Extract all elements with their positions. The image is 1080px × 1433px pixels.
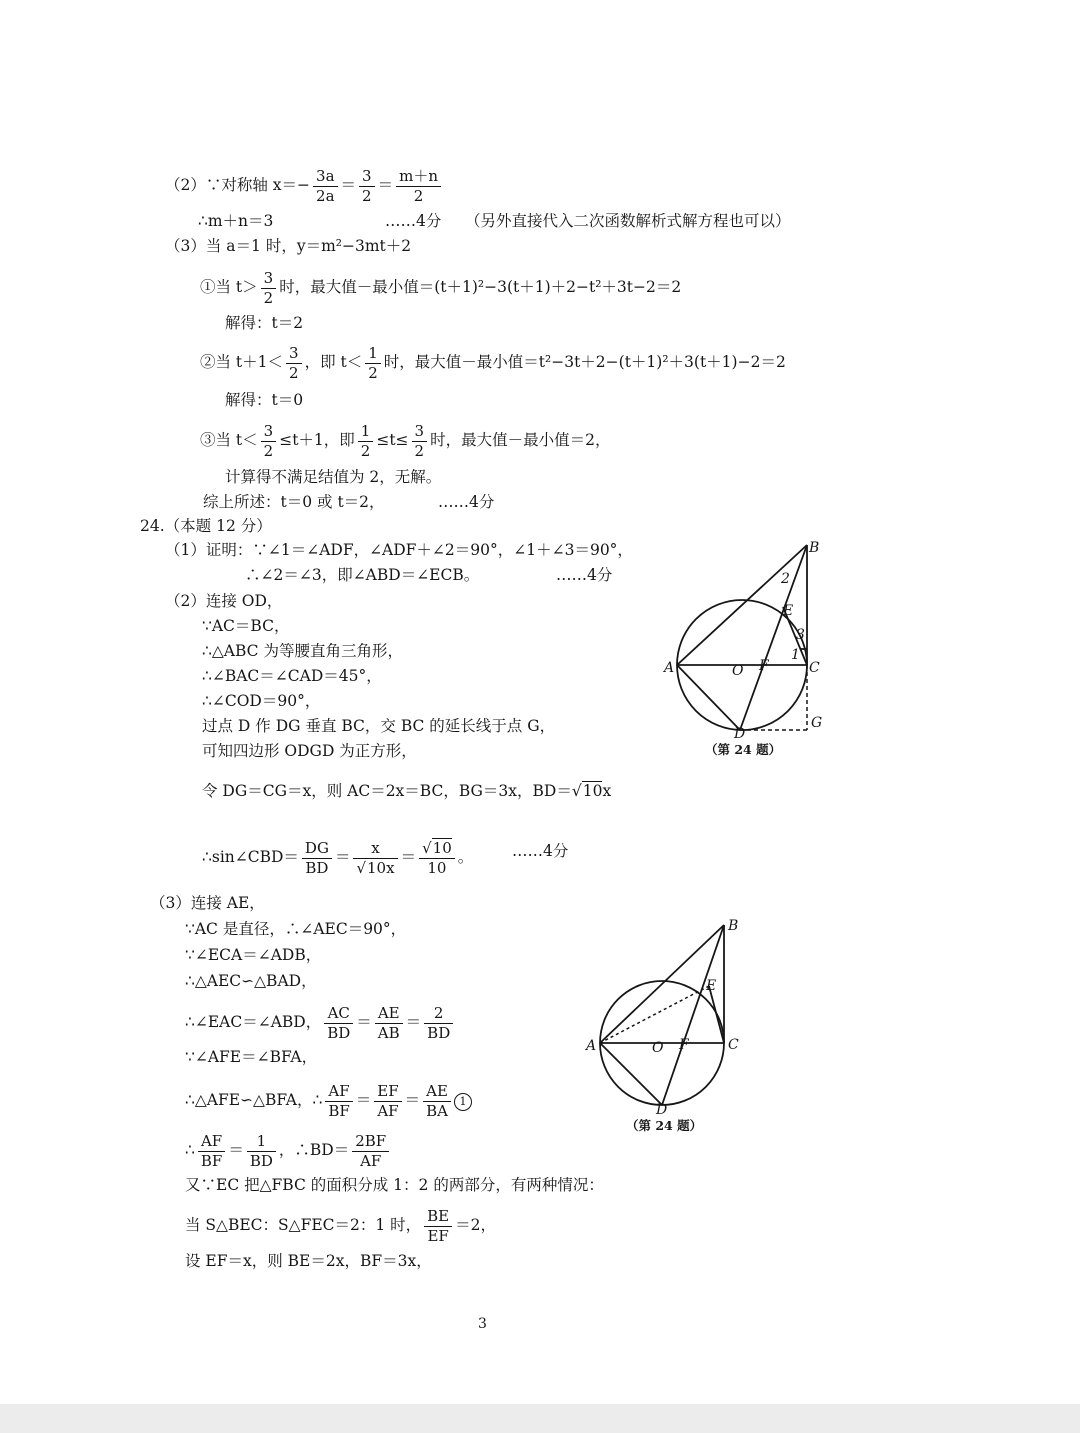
q24-p3-line4: ∴△AEC∽△BAD， [185, 972, 317, 990]
figure-24-circle-2 [582, 915, 757, 1140]
label-angle-2: 2 [781, 571, 790, 587]
fraction: $\frac{m+n}{2}$ [396, 168, 441, 204]
fraction: $\frac{AE}{AB}$ [375, 1005, 403, 1041]
fraction: $\frac{1}{2}$ [365, 345, 381, 381]
q24-header: 24.（本题 12 分） [140, 517, 272, 535]
fraction: $\frac{AC}{BD}$ [324, 1005, 353, 1041]
label-E: E [706, 978, 717, 994]
fraction: $\frac{1}{BD}$ [247, 1133, 276, 1169]
label-E: E [783, 603, 794, 619]
q24-p2-line9: ∴sin∠CBD＝ $\frac{DG}{BD}$ ＝ $\frac{x}{√10x}$ ＝ $\frac{√10}{10}$ 。 [202, 839, 474, 877]
part3-score: ……4分 [438, 493, 495, 511]
q24-p1-line1: （1）证明：∵∠1＝∠ADF，∠ADF＋∠2＝90°，∠1＋∠3＝90°， [165, 541, 633, 559]
fraction: $\frac{3a}{2a}$ [313, 168, 338, 204]
fraction: $\frac{x}{√10x}$ [353, 840, 397, 876]
fraction: $\frac{2}{BD}$ [424, 1005, 453, 1041]
q24-p3-line6: ∵∠AFE＝∠BFA， [185, 1048, 318, 1066]
label-G: G [811, 715, 823, 731]
q24-p3-line1: （3）连接 AE， [150, 894, 265, 912]
fraction: $\frac{AF}{BF}$ [325, 1083, 352, 1119]
q24-p2-line8: 令 DG＝CG＝x，则 AC＝2x＝BC，BG＝3x，BD＝√10x [202, 782, 612, 800]
fraction: $\frac{2BF}{AF}$ [352, 1133, 389, 1169]
q24-p2-line4: ∴∠BAC＝∠CAD＝45°， [202, 667, 382, 685]
fraction: $\frac{3}{2}$ [359, 168, 375, 204]
fraction: $\frac{3}{2}$ [261, 270, 277, 306]
q24-p3-line7: ∴△AFE∽△BFA，∴ $\frac{AF}{BF}$ ＝ $\frac{EF}{AF}$ ＝ $\frac{AE}{BA}$ 1 [185, 1083, 472, 1119]
fraction: $\frac{AE}{BA}$ [423, 1083, 451, 1119]
page-number: 3 [478, 1316, 487, 1332]
fraction: $\frac{EF}{AF}$ [374, 1083, 401, 1119]
figure1-caption: （第 24 题） [705, 742, 782, 757]
part3-case3-note: 计算得不满足结值为 2，无解。 [225, 468, 442, 486]
label-F: F [679, 1037, 689, 1053]
fraction: $\frac{AF}{BF}$ [198, 1133, 225, 1169]
q24-p3-line2: ∵AC 是直径，∴∠AEC＝90°， [185, 920, 407, 938]
q24-p1-line2: ∴∠2＝∠3，即∠ABD＝∠ECB。 [245, 566, 480, 584]
label-B: B [809, 540, 820, 556]
part3-case2: ②当 t＋1＜ $\frac{3}{2}$ ，即 t＜ $\frac{1}{2}$ 时，最大值－最小值＝t²−3t＋2−(t＋1)²＋3(t＋1)−2＝2 [200, 344, 786, 382]
part3-summary: 综上所述：t＝0 或 t＝2， [203, 493, 385, 511]
figure2-caption: （第 24 题） [626, 1118, 703, 1133]
label-D: D [734, 726, 746, 742]
part2-score: ……4分 [385, 212, 442, 230]
label-angle-3: 3 [796, 627, 805, 643]
q24-p3-line9: 又∵EC 把△FBC 的面积分成 1：2 的两部分，有两种情况： [185, 1176, 604, 1194]
part3-case1: ①当 t＞ $\frac{3}{2}$ 时，最大值－最小值＝(t＋1)²−3(t＋1)＋2−t²＋3t−2＝2 [200, 269, 682, 307]
q24-p3-line3: ∵∠ECA＝∠ADB， [185, 946, 322, 964]
q24-p3-line8: ∴ $\frac{AF}{BF}$ ＝ $\frac{1}{BD}$ ，∴BD＝ $\frac{2BF}{AF}$ [185, 1133, 392, 1169]
q24-p2-line5: ∴∠COD＝90°， [202, 692, 321, 710]
q24-p2-score: ……4分 [512, 842, 569, 860]
label-A: A [586, 1038, 597, 1054]
bottom-bar [0, 1404, 1080, 1433]
label-D: D [656, 1102, 668, 1118]
part2-line1: （2）∵对称轴 x＝− $\frac{3a}{2a}$ ＝ $\frac{3}{2}$ ＝ $\frac{m+n}{2}$ [165, 168, 444, 204]
part3-line1: （3）当 a＝1 时，y＝m²−3mt＋2 [165, 237, 412, 255]
figure-24-circle-1 [655, 535, 835, 765]
q24-p3-line5: ∴∠EAC＝∠ABD， $\frac{AC}{BD}$ ＝ $\frac{AE}{AB}$ ＝ $\frac{2}{BD}$ [185, 1005, 456, 1041]
label-F: F [759, 658, 769, 674]
fraction: $\frac{3}{2}$ [261, 423, 277, 459]
q24-p3-line10: 当 S△BEC：S△FEC＝2：1 时， $\frac{BE}{EF}$ ＝2， [185, 1207, 497, 1245]
label-O: O [732, 663, 744, 679]
fraction: $\frac{3}{2}$ [412, 423, 428, 459]
q24-p2-line3: ∴△ABC 为等腰直角三角形， [202, 642, 403, 660]
label-C: C [809, 660, 820, 676]
label-C: C [728, 1037, 739, 1053]
fraction: $\frac{3}{2}$ [286, 345, 302, 381]
part2-note: （另外直接代入二次函数解析式解方程也可以） [465, 212, 791, 230]
label-angle-1: 1 [791, 647, 800, 663]
label-A: A [664, 660, 675, 676]
circled-number: 1 [454, 1093, 472, 1111]
fraction: $\frac{BE}{EF}$ [424, 1208, 452, 1244]
part3-case2-solution: 解得：t＝0 [225, 391, 304, 409]
part3-case1-solution: 解得：t＝2 [225, 314, 304, 332]
fraction: $\frac{1}{2}$ [358, 423, 374, 459]
part3-case3: ③当 t＜ $\frac{3}{2}$ ≤t＋1，即 $\frac{1}{2}$ ≤t≤ $\frac{3}{2}$ 时，最大值－最小值＝2， [200, 422, 611, 460]
label-B: B [728, 918, 739, 934]
q24-p2-line2: ∵AC＝BC， [202, 617, 290, 635]
q24-p3-line11: 设 EF＝x，则 BE＝2x，BF＝3x， [185, 1252, 432, 1270]
part2-line2: ∴m＋n＝3 [198, 212, 274, 230]
q24-p1-score: ……4分 [556, 566, 613, 584]
label-O: O [652, 1040, 664, 1056]
q24-p2-line1: （2）连接 OD， [165, 592, 283, 610]
fraction: $\frac{√10}{10}$ [419, 840, 455, 876]
fraction: $\frac{DG}{BD}$ [302, 840, 332, 876]
q24-p2-line6: 过点 D 作 DG 垂直 BC，交 BC 的延长线于点 G， [202, 717, 556, 735]
q24-p2-line7: 可知四边形 ODGD 为正方形， [202, 742, 417, 760]
